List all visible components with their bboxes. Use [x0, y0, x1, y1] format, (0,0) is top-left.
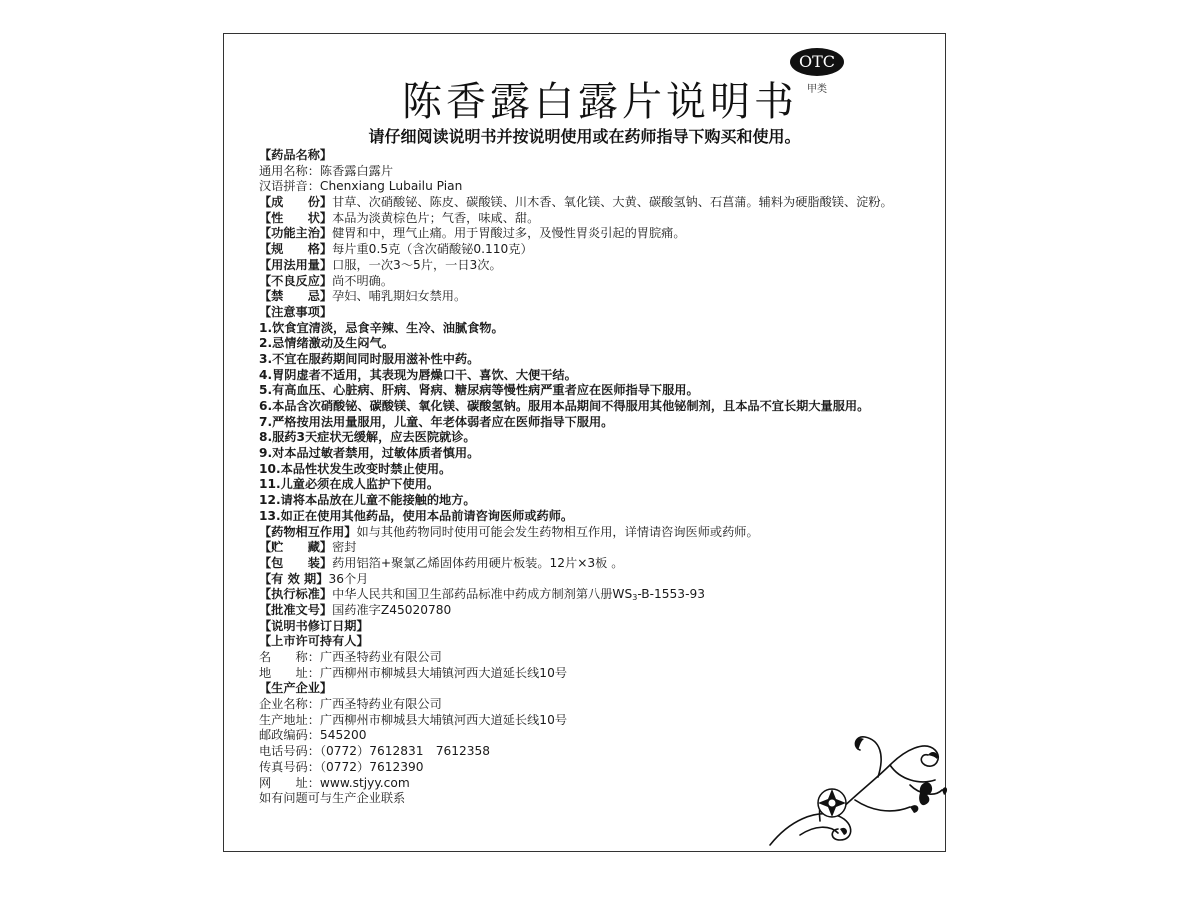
- specification-label: 【规 格】: [259, 242, 333, 257]
- precaution-item: 13.如正在使用其他药品，使用本品前请咨询医师或药师。: [259, 508, 574, 523]
- postal-code: 邮政编码：545200: [259, 728, 367, 743]
- contraindications-label: 【禁 忌】: [259, 289, 333, 304]
- precaution-item: 9.对本品过敏者禁用，过敏体质者慎用。: [259, 446, 480, 461]
- validity-label: 【有 效 期】: [259, 571, 329, 586]
- precaution-item: 5.有高血压、心脏病、肝病、肾病、糖尿病等慢性病严重者应在医师指导下服用。: [259, 383, 699, 398]
- company-name: 企业名称：广西圣特药业有限公司: [259, 697, 442, 712]
- holder-name: 名 称：广西圣特药业有限公司: [259, 650, 442, 664]
- validity-value: 36个月: [328, 571, 369, 586]
- package-label: 【包 装】: [259, 555, 333, 570]
- properties-label: 【性 状】: [259, 210, 333, 225]
- precaution-item: 3.不宜在服药期间同时服用滋补性中药。: [259, 351, 480, 366]
- approval-label: 【批准文号】: [259, 602, 333, 617]
- production-address: 生产地址：广西柳州市柳城县大埔镇河西大道延长线10号: [259, 712, 568, 727]
- precaution-item: 12.请将本品放在儿童不能接触的地方。: [259, 493, 476, 508]
- properties-row: [259, 211, 919, 227]
- approval-row: [259, 603, 919, 619]
- license-holder-header: 【上市许可持有人】: [259, 634, 369, 649]
- properties-value: 本品为淡黄棕色片；气香，味咸、甜。: [332, 210, 540, 225]
- contact-note: 如有问题可与生产企业联系: [259, 791, 406, 806]
- indications-value: 健胃和中，理气止痛。用于胃酸过多，及慢性胃炎引起的胃脘痛。: [332, 226, 686, 241]
- package-value: 药用铝箔+聚氯乙烯固体药用硬片板装。12片×3板 。: [332, 555, 624, 570]
- precaution-item: 4.胃阴虚者不适用，其表现为唇燥口干、喜饮、大便干结。: [259, 367, 577, 382]
- standard-value-suffix: -B-1553-93: [637, 587, 705, 602]
- manufacturer-header: 【生产企业】: [259, 681, 333, 696]
- drug-name-header: 【药品名称】: [259, 148, 333, 162]
- precaution-item: 6.本品含次硝酸铋、碳酸镁、氧化镁、碳酸氢钠。服用本品期间不得服用其他铋制剂，且本品不宜长期大量服用。: [259, 399, 870, 413]
- precaution-item: 10.本品性状发生改变时禁止使用。: [259, 461, 452, 476]
- storage-label: 【贮 藏】: [259, 540, 333, 555]
- otc-class-label: 甲类: [807, 84, 827, 95]
- contraindications-value: 孕妇、哺乳期妇女禁用。: [332, 289, 467, 304]
- pinyin-name: 汉语拼音：Chenxiang Lubailu Pian: [259, 179, 463, 194]
- standard-subscript: 3: [632, 593, 638, 603]
- website: 网 址：www.stjyy.com: [259, 775, 410, 790]
- indications-label: 【功能主治】: [259, 226, 333, 241]
- adverse-label: 【不良反应】: [259, 273, 333, 288]
- interactions-label: 【药物相互作用】: [259, 524, 357, 539]
- specification-value: 每片重0.5克（含次硝酸铋0.110克）: [332, 242, 533, 257]
- storage-row: [259, 540, 919, 556]
- dosage-row: [259, 258, 919, 274]
- precaution-item: 11.儿童必须在成人监护下使用。: [259, 477, 440, 492]
- document-title: 陈香露白露片说明书: [402, 79, 798, 125]
- holder-address: 地 址：广西柳州市柳城县大埔镇河西大道延长线10号: [259, 665, 568, 680]
- storage-value: 密封: [332, 540, 357, 555]
- otc-badge: OTC: [790, 48, 844, 76]
- specification-row: [259, 242, 919, 258]
- dosage-value: 口服，一次3～5片，一日3次。: [332, 257, 502, 272]
- floral-ornament-icon: [760, 725, 950, 853]
- approval-value: 国药准字Z45020780: [332, 602, 452, 617]
- revision-date-header: 【说明书修订日期】: [259, 618, 369, 633]
- precaution-item: 1.饮食宜清淡，忌食辛辣、生冷、油腻食物。: [259, 320, 504, 335]
- adverse-row: [259, 274, 919, 290]
- adverse-value: 尚不明确。: [332, 273, 394, 288]
- ingredients-value: 甘草、次硝酸铋、陈皮、碳酸镁、川木香、氧化镁、大黄、碳酸氢钠、石菖蒲。辅料为硬脂酸镁、淀粉。: [332, 195, 893, 210]
- reading-instruction: 请仔细阅读说明书并按说明使用或在药师指导下购买和使用。: [368, 127, 801, 146]
- precaution-item: 2.忌情绪激动及生闷气。: [259, 336, 394, 351]
- ingredients-row: [259, 195, 919, 211]
- standard-row: [259, 587, 919, 603]
- standard-value: 中华人民共和国卫生部药品标准中药成方制剂第八册WS: [332, 587, 633, 602]
- precaution-item: 8.服药3天症状无缓解，应去医院就诊。: [259, 430, 476, 445]
- ingredients-label: 【成 份】: [259, 195, 333, 210]
- standard-label: 【执行标准】: [259, 587, 333, 602]
- phone-number: 电话号码：（0772）7612831 7612358: [259, 744, 490, 759]
- contraindications-row: [259, 289, 919, 305]
- validity-row: [259, 572, 919, 588]
- leaflet-content: [259, 148, 919, 807]
- interactions-value: 如与其他药物同时使用可能会发生药物相互作用，详情请咨询医师或药师。: [356, 524, 759, 539]
- package-row: [259, 556, 919, 572]
- precautions-header: 【注意事项】: [259, 304, 333, 319]
- precaution-item: 7.严格按用法用量服用，儿童、年老体弱者应在医师指导下服用。: [259, 414, 614, 429]
- fax-number: 传真号码：（0772）7612390: [259, 759, 424, 774]
- dosage-label: 【用法用量】: [259, 257, 333, 272]
- generic-name: 通用名称：陈香露白露片: [259, 163, 394, 178]
- interactions-row: [259, 525, 919, 541]
- indications-row: [259, 226, 919, 242]
